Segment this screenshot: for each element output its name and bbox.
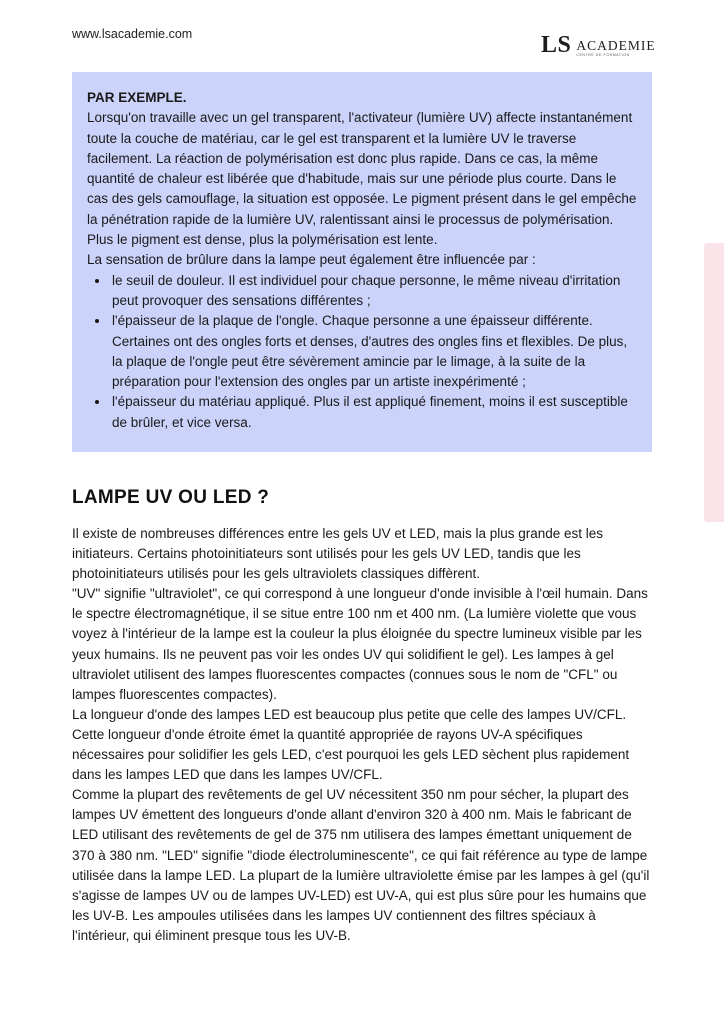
list-item: • l'épaisseur du matériau appliqué. Plus il est appliqué finement, moins il est susceptible de brûler, et vice versa. [110, 392, 638, 433]
logo-ls-text: LS [541, 32, 572, 58]
example-callout-box [72, 72, 652, 452]
section-heading: LAMPE UV OU LED ? [72, 487, 270, 508]
example-title: PAR EXEMPLE. [87, 90, 187, 105]
website-url: www.lsacademie.com [72, 27, 193, 41]
side-decorative-tab [704, 243, 724, 522]
example-paragraph: Lorsqu'on travaille avec un gel transparent, l'activateur (lumière UV) affecte instantanément toute la couche de matériau, car le gel est transparent et la lumière UV le traverse facilement. La réaction de polymérisation est donc plus rapide. Dans ce cas, la même quantité de chaleur est libérée que d'habitude, mais sur une période plus courte. Dans le cas des gels camouflage, la situation est opposée. Le pigment présent dans le gel empêche la pénétration rapide de la lumière UV, ralentissant ainsi le processus de polymérisation. Plus le pigment est dense, plus la polymérisation est lente. [87, 110, 637, 248]
example-intro: La sensation de brûlure dans la lampe peut également être influencée par : [87, 252, 536, 268]
body-paragraph: Comme la plupart des revêtements de gel UV nécessitent 350 nm pour sécher, la plupart des lampes UV émettent des longueurs d'onde allant d'environ 320 à 400 nm. Mais le fabricant de LED utilisant des revêtements de gel de 375 nm utilisera des lampes émettant uniquement de 370 à 380 nm. "LED" signifie "diode électroluminescente", ce qui fait référence au type de lampe utilisée dans la lampe LED. La plupart de la lumière ultraviolette émise par les lampes à gel (qu'il s'agisse de lampes UV ou de lampes UV-LED) est UV-A, qui est plus sûre pour les humains que les UV-B. Les ampoules utilisées dans les lampes UV contiennent des filtres spéciaux à l'intérieur, qui éliminent presque tous les UV-B. [72, 787, 650, 943]
logo-academie-text: ACADEMIE [576, 38, 656, 53]
example-bullet-list [87, 271, 638, 433]
body-paragraph: Il existe de nombreuses différences entre les gels UV et LED, mais la plus grande est les initiateurs. Certains photoinitiateurs sont utilisés pour les gels UV LED, tandis que les photoinitiateurs utilisés pour les gels ultraviolets classiques diffèrent. [72, 526, 604, 582]
logo-subtitle-text: CENTRE DE FORMATION [576, 52, 630, 57]
body-paragraph: La longueur d'onde des lampes LED est beaucoup plus petite que celle des lampes UV/CFL. Cette longueur d'onde étroite émet la quantité appropriée de rayons UV-A spécifiques nécessaires pour solidifier les gels LED, c'est pourquoi les gels LED sèchent plus rapidement dans les lampes LED que dans les lampes UV/CFL. [72, 706, 630, 783]
list-item: • l'épaisseur de la plaque de l'ongle. Chaque personne a une épaisseur différente. Certaines ont des ongles forts et denses, d'autres des ongles fins et flexibles. De plus, la plaque de l'ongle peut être sévèrement amincie par le limage, à la suite de la préparation pour l'extension des ongles par un artiste inexpérimenté ; [110, 311, 638, 392]
list-item: • le seuil de douleur. Il est individuel pour chaque personne, le même niveau d'irritation peut provoquer des sensations différentes ; [110, 271, 638, 312]
logo-side [576, 39, 655, 57]
ls-academie-logo [541, 33, 656, 57]
section-body [72, 524, 654, 946]
body-paragraph: "UV" signifie "ultraviolet", ce qui correspond à une longueur d'onde invisible à l'œil humain. Dans le spectre électromagnétique, il se situe entre 100 nm et 400 nm. (La lumière violette que vous voyez à l'intérieur de la lampe est la couleur la plus éloignée du spectre lumineux visible par les yeux humains. Ils ne peuvent pas voir les ondes UV qui solidifient le gel). Les lampes à gel ultraviolet utilisent des lampes fluorescentes compactes (connues sous le nom de "CFL" ou lampes fluorescentes compactes). [72, 586, 648, 702]
